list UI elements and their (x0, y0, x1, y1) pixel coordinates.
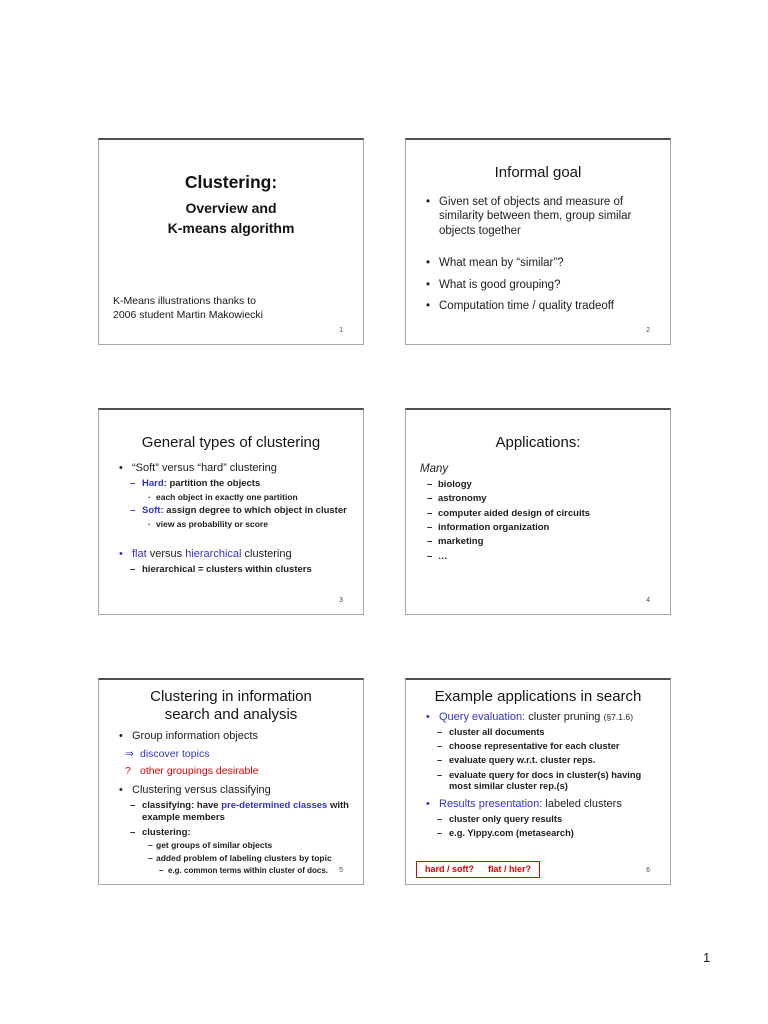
slide-thumbnail-6 (405, 678, 671, 885)
text-segment: What mean by “similar”? (439, 257, 564, 270)
bullet-marker: • (426, 711, 430, 723)
text-segment: labeled clusters (542, 797, 622, 810)
slide-title: Clustering: (184, 172, 278, 192)
bullet-marker: – (130, 800, 136, 812)
bullet-line (112, 730, 353, 744)
slide-page-number: 1 (339, 327, 343, 334)
note-question: flat / hier? (488, 864, 532, 874)
text-segment: pre-determined classes (221, 800, 328, 812)
bullet-line (419, 493, 660, 505)
text-segment: “Soft” versus “hard” clustering (132, 462, 277, 474)
slide-title-line: search and analysis (164, 706, 298, 723)
bullet-line (419, 522, 660, 534)
slide-page-number: 2 (646, 327, 650, 334)
slide-body (419, 462, 660, 563)
bullet-line (112, 492, 353, 503)
bullet-marker: ⇒ (125, 747, 134, 760)
slide-title (99, 688, 363, 724)
bullet-marker: – (159, 865, 164, 875)
text-segment: Computation time / quality tradeoff (439, 299, 614, 312)
text-segment: biology (438, 478, 472, 490)
bullet-marker: ? (125, 764, 131, 777)
credit-text (113, 294, 263, 323)
text-segment: discover topics (140, 747, 210, 760)
bullet-marker: – (130, 826, 136, 838)
bullet-line (419, 798, 660, 812)
bullet-line (419, 711, 660, 725)
bullet-line (112, 548, 353, 562)
text-segment: cluster pruning (525, 711, 604, 723)
slide-title-line: Example applications in search (434, 688, 642, 705)
slide-page-number: 5 (339, 867, 343, 874)
bullet-line (112, 462, 353, 476)
text-segment: Given set of objects and measure of similarity between them, group similar objects together (439, 196, 632, 237)
text-segment: Results presentation: (439, 797, 543, 810)
bullet-marker: – (437, 727, 443, 738)
bullet-marker: – (437, 828, 443, 839)
slide-body (112, 730, 353, 876)
slide-title-line: Clustering in information (150, 688, 312, 705)
bullet-line (112, 564, 353, 576)
bullet-marker: • (119, 547, 123, 560)
note-question: hard / soft? (425, 864, 474, 874)
slide-subtitle-line: K-means algorithm (167, 220, 295, 237)
bullet-marker: · (148, 519, 151, 530)
bullet-line (419, 299, 660, 313)
text-segment: evaluate query for docs in cluster(s) having most similar cluster rep.(s) (449, 769, 642, 792)
document-page-number: 1 (703, 950, 711, 965)
text-segment: marketing (438, 536, 484, 548)
text-segment: clustering: (142, 826, 191, 838)
text-segment: astronomy (438, 493, 487, 505)
bullet-line (419, 536, 660, 548)
slide-body (419, 711, 660, 840)
bullet-marker: • (426, 196, 431, 208)
bullet-marker: – (148, 840, 153, 851)
bullet-marker: • (119, 784, 123, 796)
credit-line: K-Means illustrations thanks to (113, 294, 256, 307)
bullet-marker: – (437, 769, 443, 780)
bullet-line (419, 278, 660, 292)
bullet-marker: • (426, 278, 431, 291)
bullet-line (419, 814, 660, 826)
bullet-marker: • (426, 797, 430, 810)
slide-page-number: 3 (339, 597, 343, 604)
bullet-marker: – (130, 564, 136, 575)
bullet-line (112, 840, 353, 851)
text-segment: Query evaluation: (439, 711, 526, 723)
bullet-marker: • (426, 299, 431, 312)
slide-title (406, 434, 670, 452)
text-segment: hierarchical (185, 547, 242, 560)
bullet-line (112, 866, 353, 876)
text-segment: evaluate query w.r.t. cluster reps. (449, 755, 596, 766)
bullet-marker: – (427, 550, 433, 562)
slide-body (419, 195, 660, 313)
slide-title-line: General types of clustering (141, 434, 321, 451)
slide-title-line: Applications: (495, 434, 581, 451)
slide-thumbnail-1 (98, 138, 364, 345)
bullet-marker: – (130, 505, 136, 517)
text-segment: Soft: (142, 505, 164, 517)
bullet-marker: – (437, 755, 443, 766)
text-segment: other groupings desirable (140, 764, 259, 777)
text-segment: Group information objects (132, 730, 258, 742)
slide-title (99, 434, 363, 452)
text-segment: choose representative for each cluster (449, 741, 620, 752)
bullet-line (419, 551, 660, 563)
bullet-marker: • (119, 462, 123, 474)
text-segment: each object in exactly one partition (156, 492, 298, 503)
text-segment: Many (420, 463, 449, 475)
text-segment: partition the objects (166, 478, 261, 490)
text-segment: What is good grouping? (439, 278, 561, 291)
text-segment: Hard: (142, 478, 167, 490)
bullet-line (419, 741, 660, 753)
bullet-marker: – (427, 536, 433, 548)
slide-thumbnail-4 (405, 408, 671, 615)
bullet-line (112, 784, 353, 798)
bullet-line (112, 827, 353, 839)
text-segment: e.g. common terms within cluster of docs. (168, 865, 329, 875)
bullet-marker: – (437, 741, 443, 752)
bullet-line (419, 256, 660, 270)
text-segment: hierarchical = clusters within clusters (142, 564, 312, 575)
bullet-line (419, 828, 660, 840)
slide-page-number: 4 (646, 597, 650, 604)
text-segment: … (438, 550, 448, 562)
slide-title (406, 164, 670, 182)
bullet-line (419, 195, 660, 238)
bullet-marker: – (427, 522, 433, 533)
text-segment: versus (146, 547, 186, 560)
bullet-line (419, 508, 660, 520)
slide-page-number: 6 (646, 867, 650, 874)
text-segment: assign degree to which object in cluster (163, 505, 347, 517)
bullet-marker: · (148, 492, 151, 503)
bullet-marker: • (426, 257, 431, 270)
bullet-line (112, 478, 353, 490)
bullet-line (112, 853, 353, 864)
text-segment: get groups of similar objects (156, 840, 273, 851)
bullet-marker: – (148, 853, 153, 863)
bullet-line (112, 800, 353, 824)
text-segment: computer aided design of circuits (438, 507, 591, 519)
slide-body (112, 462, 353, 576)
bullet-line (419, 770, 660, 793)
bullet-marker: – (130, 478, 136, 490)
bullet-line (419, 755, 660, 767)
text-segment: (§7.1.6) (603, 712, 634, 722)
bullet-line (112, 748, 353, 761)
slide-note-box (416, 861, 540, 878)
slide-subtitle (99, 198, 363, 239)
text-segment: cluster only query results (449, 814, 563, 825)
slide-thumbnail-5 (98, 678, 364, 885)
bullet-marker: • (119, 730, 123, 742)
bullet-line (419, 462, 660, 476)
bullet-marker: – (427, 507, 433, 519)
bullet-line (419, 727, 660, 739)
text-segment: with example members (142, 800, 349, 824)
slide-thumbnail-3 (98, 408, 364, 615)
bullet-line (112, 519, 353, 530)
bullet-marker: – (427, 478, 433, 490)
slide-subtitle-line: Overview and (185, 200, 277, 216)
slide-title-line: Informal goal (494, 164, 582, 181)
credit-line: 2006 student Martin Makowiecki (113, 309, 263, 322)
text-segment: Clustering versus classifying (132, 784, 271, 796)
slide-title (406, 688, 670, 706)
text-segment: information organization (438, 522, 550, 533)
text-segment: added problem of labeling clusters by topic (156, 853, 332, 863)
text-segment: cluster all documents (449, 727, 545, 738)
text-segment: view as probability or score (156, 519, 268, 530)
bullet-line (112, 505, 353, 517)
bullet-marker: – (437, 814, 443, 825)
text-segment: clustering (241, 547, 292, 560)
text-segment: classifying: have (142, 800, 222, 812)
text-segment: flat (132, 547, 147, 560)
bullet-line (419, 479, 660, 491)
bullet-line (112, 765, 353, 778)
slide-thumbnail-2 (405, 138, 671, 345)
text-segment: e.g. Yippy.com (metasearch) (449, 828, 574, 839)
bullet-marker: – (427, 493, 433, 505)
